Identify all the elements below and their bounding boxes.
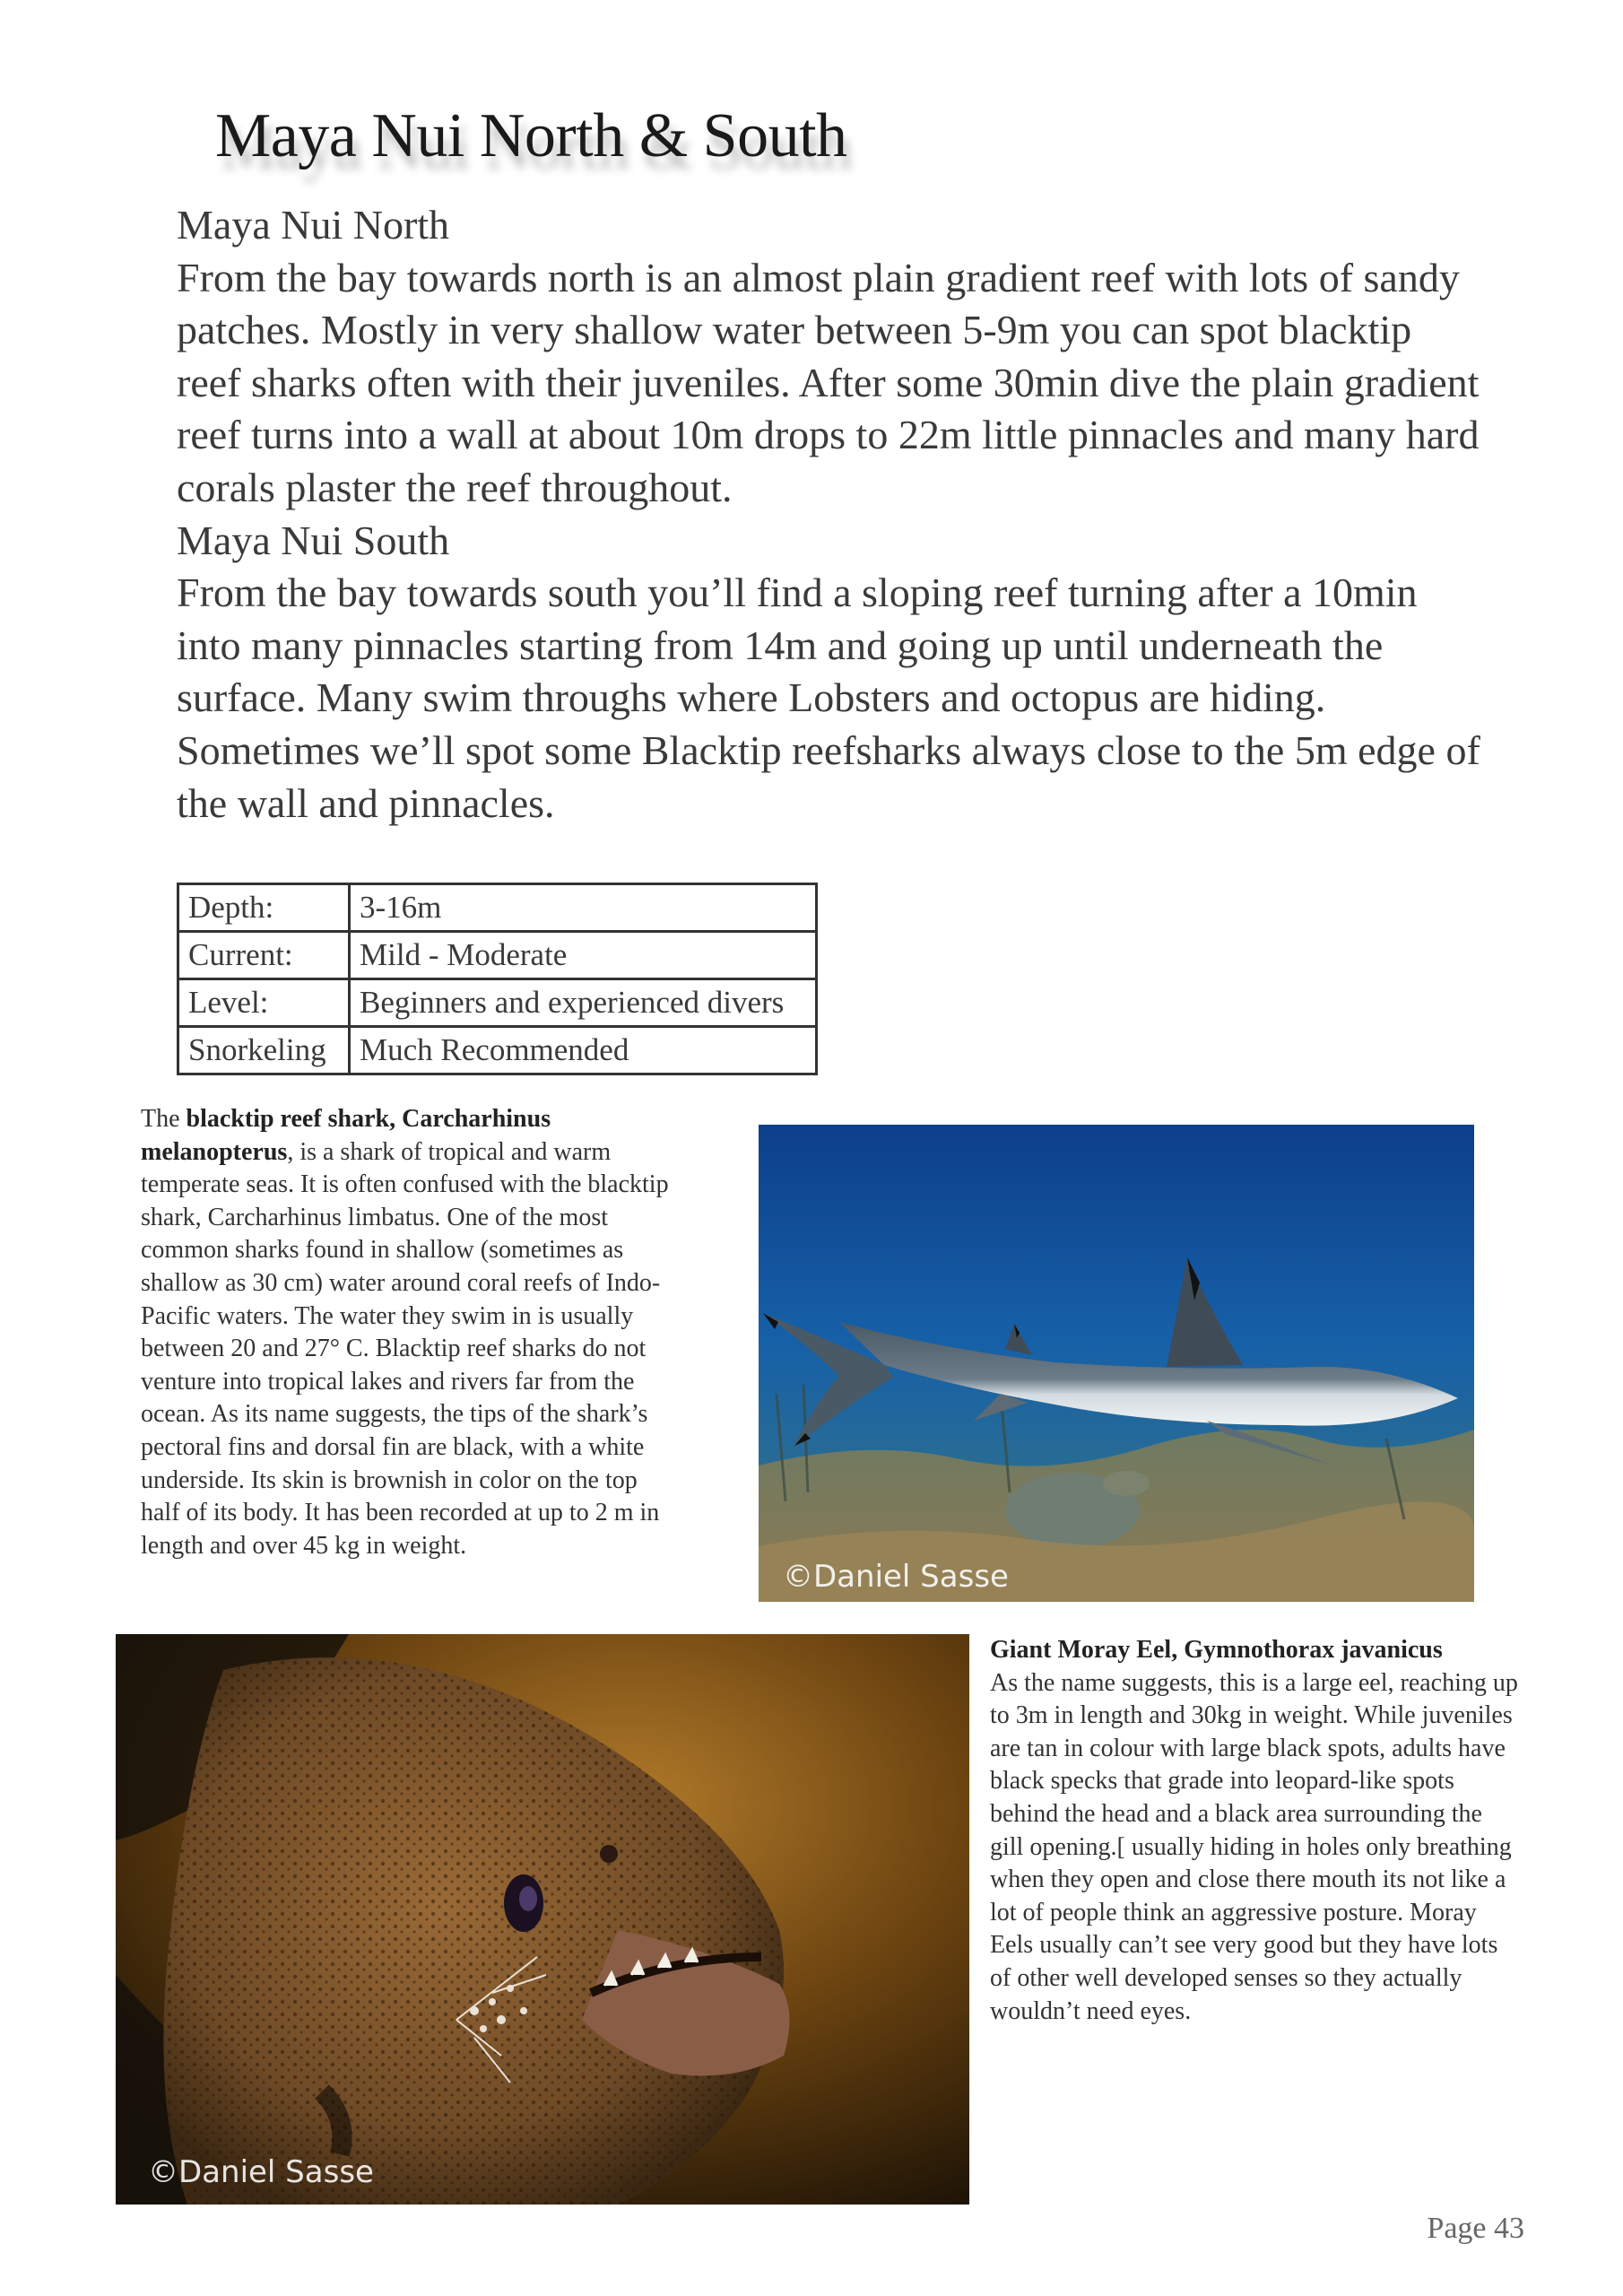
table-row <box>178 1027 817 1074</box>
moray-description <box>990 1634 1519 2028</box>
current-value: Mild - Moderate <box>350 932 817 979</box>
moray-species-name: Giant Moray Eel, Gymnothorax javanicus <box>990 1636 1443 1664</box>
page-number: Page 43 <box>1427 2212 1524 2245</box>
shark-species-name: blacktip reef shark, Carcharhinus melanopterus <box>141 1105 551 1166</box>
page-title: Maya Nui North & South <box>215 101 847 170</box>
main-description <box>177 199 1486 830</box>
moray-image <box>116 1634 969 2205</box>
snorkeling-value: Much Recommended <box>350 1027 817 1074</box>
north-heading: Maya Nui North <box>177 202 450 248</box>
table-row <box>178 979 817 1027</box>
moray-photo <box>116 1634 969 2205</box>
table-row <box>178 932 817 979</box>
moray-photo-credit: ©Daniel Sasse <box>148 2154 374 2190</box>
snorkeling-label: Snorkeling <box>178 1027 350 1074</box>
depth-label: Depth: <box>178 884 350 932</box>
shark-photo-credit: ©Daniel Sasse <box>783 1559 1009 1595</box>
shark-description <box>141 1103 679 1562</box>
table-row <box>178 884 817 932</box>
shark-photo <box>759 1125 1474 1602</box>
moray-text: As the name suggests, this is a large eel, reaching up to 3m in length and 30kg in weight. While juveniles are tan in colour with large black spots, adults have black specks that grade into leopard-like spots behind the head and a black area surrounding the gill opening.[ usually hiding in holes only breathing when they open and close there mouth its not like a lot of people think an aggressive posture. Moray Eels usually can’t see very good but they have lots of other well developed senses so they actually wouldn’t need eyes. <box>990 1668 1518 2025</box>
level-value: Beginners and experienced divers <box>350 979 817 1027</box>
shark-image <box>759 1125 1474 1602</box>
depth-value: 3-16m <box>350 884 817 932</box>
dive-info-table <box>177 883 818 1075</box>
south-heading: Maya Nui South <box>177 517 450 563</box>
level-label: Level: <box>178 979 350 1027</box>
north-text: From the bay towards north is an almost plain gradient reef with lots of sandy patches. Mostly in very shallow water between 5-9m you can spot blacktip reef sharks often with their juveniles. After some 30min dive the plain gradient reef turns into a wall at about 10m drops to 22m little pinnacles and many hard corals plaster the reef throughout. <box>177 254 1480 510</box>
shark-text: , is a shark of tropical and warm temperate seas. It is often confused with the blacktip shark, Carcharhinus limbatus. One of the most common sharks found in shallow (sometimes as shallow as 30 cm) water around coral reefs of Indo-Pacific waters. The water they swim in is usually between 20 and 27° C. Blacktip reef sharks do not venture into tropical lakes and rivers far from the ocean. As its name suggests, the tips of the shark’s pectoral fins and dorsal fin are black, with a white underside. Its skin is brownish in color on the top half of its body. It has been recorded at up to 2 m in length and over 45 kg in weight. <box>141 1137 669 1560</box>
shark-intro: The <box>141 1105 180 1133</box>
current-label: Current: <box>178 932 350 979</box>
south-text: From the bay towards south you’ll find a sloping reef turning after a 10min into many pinnacles starting from 14m and going up until underneath the surface. Many swim throughs where Lobsters and octopus are hiding. Sometimes we’ll spot some Blacktip reefsharks always close to the 5m edge of the wall and pinnacles. <box>177 570 1480 826</box>
